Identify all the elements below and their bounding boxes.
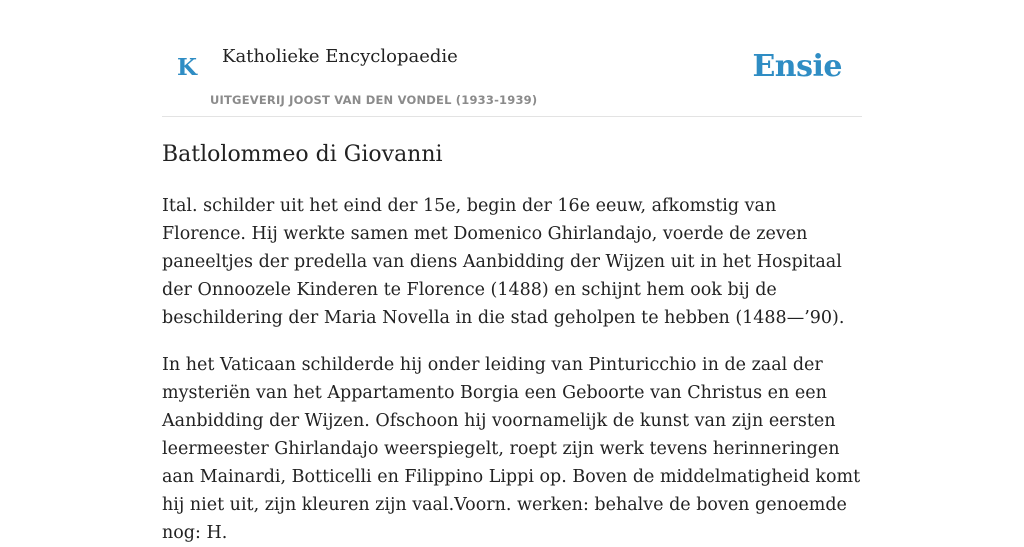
article-paragraph: Ital. schilder uit het eind der 15e, begin der 16e eeuw, afkomstig van Florence. Hij werkte samen met Domenico Ghirlandajo, voerde de zeven paneeltjes der predella van diens Aanbidding der Wijzen uit in het Hospitaal der Onnoozele Kinderen te Florence (1488) en schijnt hem ook bij de beschildering der Maria Novella in die stad geholpen te hebben (1488—’90). bbox=[162, 196, 845, 328]
encyclopedia-logo[interactable]: K bbox=[177, 54, 197, 81]
article bbox=[162, 140, 862, 547]
article-paragraph: In het Vaticaan schilderde hij onder leiding van Pinturicchio in de zaal der mysteriën van het Appartamento Borgia een Geboorte van Christus en een Aanbidding der Wijzen. Ofschoon hij voornamelijk de kunst van zijn eersten leermeester Ghirlandajo weerspiegelt, roept zijn werk tevens herinneringen aan Mainardi, Botticelli en Filippino Lippi op. Boven de middelmatigheid komt hij niet uit, zijn kleuren zijn vaal.Voorn. werken: behalve de boven genoemde nog: H. bbox=[162, 355, 861, 543]
ensie-logo[interactable]: Ensie bbox=[752, 49, 842, 84]
encyclopedia-title[interactable]: Katholieke Encyclopaedie bbox=[222, 46, 458, 67]
site-header bbox=[162, 0, 862, 117]
publisher-label: UITGEVERIJ JOOST VAN DEN VONDEL (1933-1939) bbox=[210, 93, 538, 107]
article-title: Batlolommeo di Giovanni bbox=[162, 142, 443, 167]
